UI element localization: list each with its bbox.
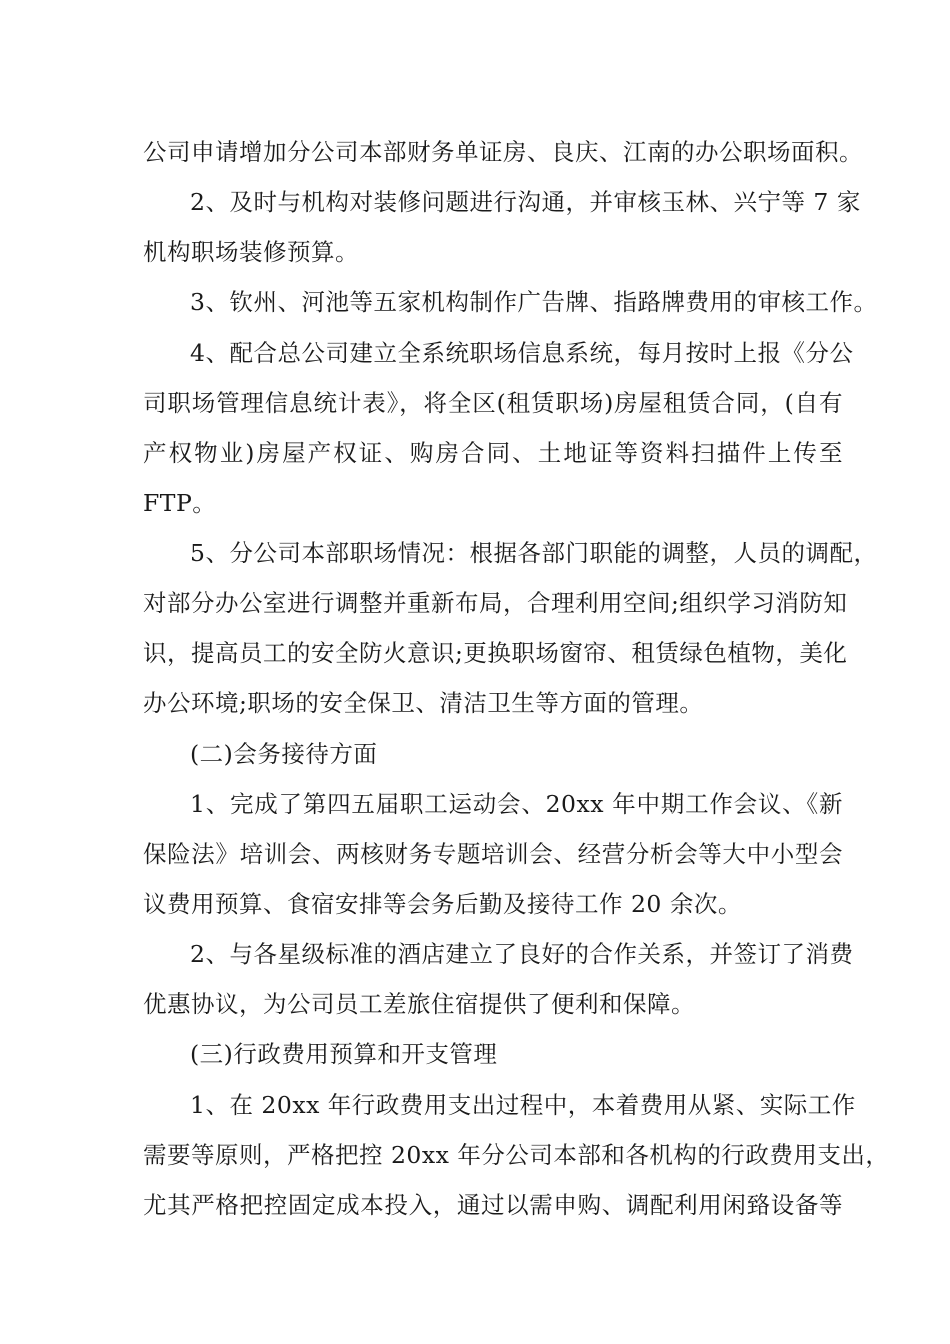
text-line: 5、分公司本部职场情况：根据各部门职能的调整，人员的调配， [190, 539, 878, 567]
section-heading: (三)行政费用预算和开支管理 [190, 1040, 498, 1068]
section-heading: (二)会务接待方面 [190, 740, 378, 768]
text-line: 产权物业)房屋产权证、购房合同、土地证等资料扫描件上传至 [143, 439, 843, 467]
text-line: 司职场管理信息统计表》，将全区(租赁职场)房屋租赁合同，(自有 [143, 389, 843, 417]
text-line: 尤其严格把控固定成本投入，通过以需申购、调配利用闲臵设备等 [143, 1191, 843, 1219]
text-line: 2、与各星级标准的酒店建立了良好的合作关系，并签订了消费 [190, 940, 854, 968]
text-line: 议费用预算、食宿安排等会务后勤及接待工作 20 余次。 [143, 890, 742, 918]
text-line: 对部分办公室进行调整并重新布局，合理利用空间;组织学习消防知 [143, 589, 848, 617]
text-line: 识，提高员工的安全防火意识;更换职场窗帘、租赁绿色植物，美化 [143, 639, 848, 667]
text-line: 3、钦州、河池等五家机构制作广告牌、指路牌费用的审核工作。 [190, 288, 878, 316]
text-line: FTP。 [143, 489, 217, 517]
text-line: 1、完成了第四五届职工运动会、20xx 年中期工作会议、《新 [190, 790, 843, 818]
text-line: 保险法》培训会、两核财务专题培训会、经营分析会等大中小型会 [143, 840, 843, 868]
text-line: 机构职场装修预算。 [143, 238, 359, 266]
text-line: 4、配合总公司建立全系统职场信息系统，每月按时上报《分公 [190, 339, 854, 367]
text-line: 办公环境;职场的安全保卫、清洁卫生等方面的管理。 [143, 689, 704, 717]
text-line: 公司申请增加分公司本部财务单证房、良庆、江南的办公职场面积。 [143, 138, 863, 166]
text-line: 优惠协议，为公司员工差旅住宿提供了便利和保障。 [143, 990, 695, 1018]
text-line: 需要等原则，严格把控 20xx 年分公司本部和各机构的行政费用支出， [143, 1141, 890, 1169]
text-line: 2、及时与机构对装修问题进行沟通，并审核玉林、兴宁等 7 家 [190, 188, 861, 216]
text-line: 1、在 20xx 年行政费用支出过程中，本着费用从紧、实际工作 [190, 1091, 856, 1119]
